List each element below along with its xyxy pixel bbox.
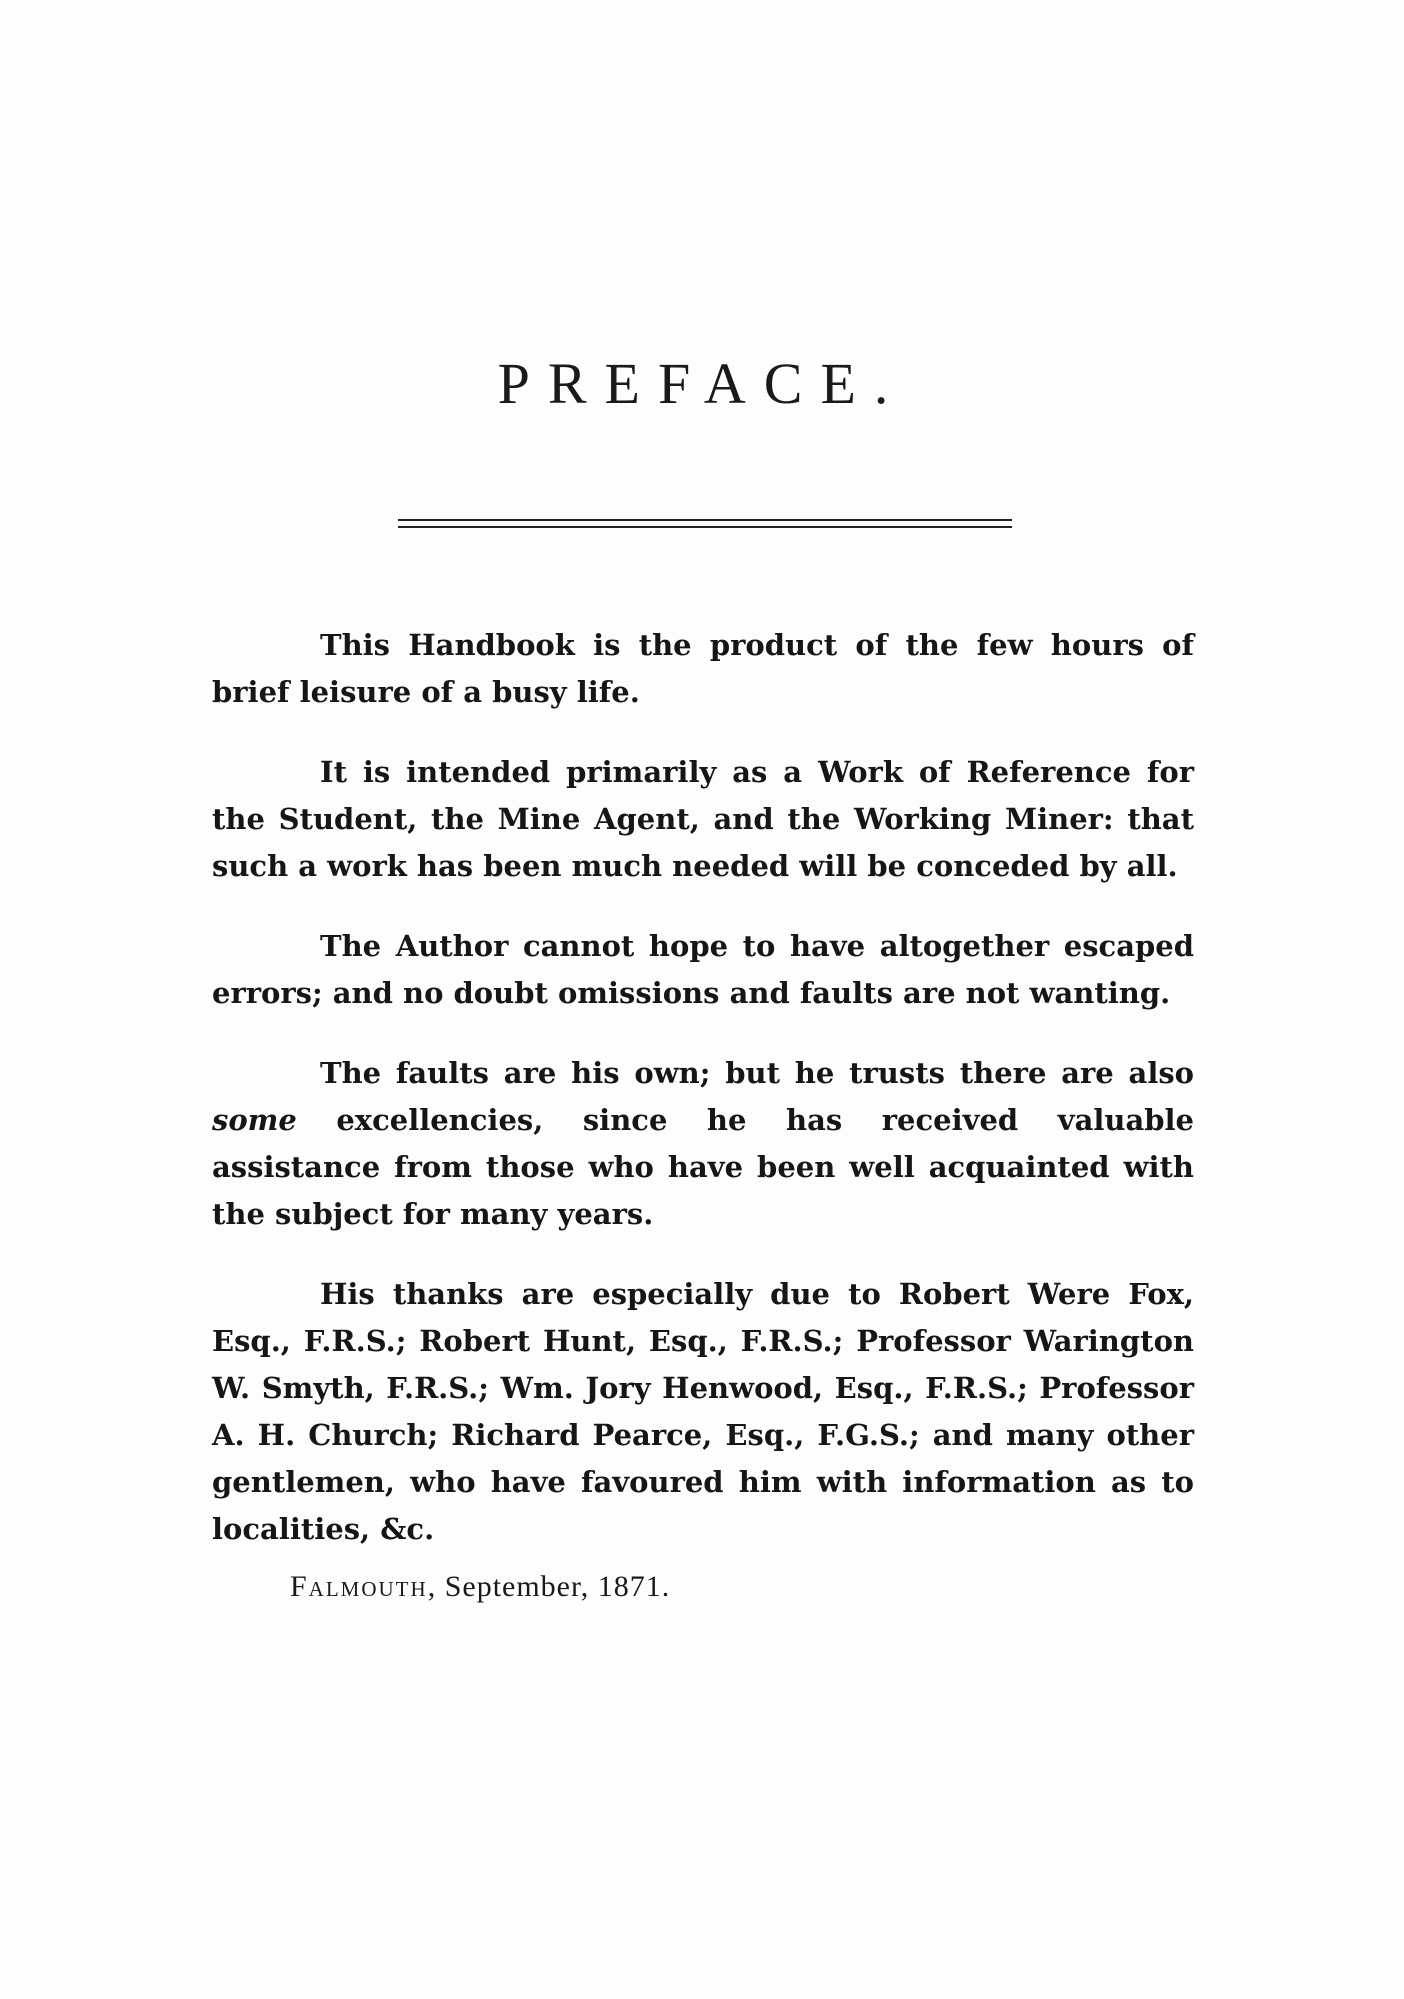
emphasized-word: some [212, 1103, 297, 1137]
signature-place: Falmouth [290, 1570, 428, 1603]
paragraph-text-start: The faults are his own; but he trusts there are also [320, 1056, 1194, 1090]
paragraph: It is intended primarily as a Work of Reference for the Student, the Mine Agent, and the Working Miner: that such a work has been much needed will be conceded by all. [212, 755, 1194, 883]
preface-body [212, 622, 1194, 1586]
signature-line [290, 1570, 670, 1604]
title-divider [398, 519, 1012, 531]
paragraph: His thanks are especially due to Robert Were Fox, Esq., F.R.S.; Robert Hunt, Esq., F.R.S.; Professor Warington W. Smyth, F.R.S.; Wm. Jory Henwood, Esq., F.R.S.; Professor A. H. Church; Richard Pearce, Esq., F.G.S.; and many other gentlemen, who have favoured him with information as to localities, &c. [212, 1277, 1194, 1546]
paragraph: The Author cannot hope to have altogether escaped errors; and no doubt omissions and faults are not wanting. [212, 929, 1194, 1010]
divider-line-top [398, 519, 1012, 521]
paragraph: This Handbook is the product of the few hours of brief leisure of a busy life. [212, 628, 1194, 709]
signature-date: , September, 1871. [427, 1570, 671, 1603]
paragraph-text-end: excellencies, since he has received valuable assistance from those who have been well acquainted with the subject for many years. [212, 1103, 1194, 1231]
paragraph [212, 1050, 1194, 1238]
divider-line-bottom [398, 526, 1012, 528]
page-title: PREFACE. [497, 351, 907, 416]
